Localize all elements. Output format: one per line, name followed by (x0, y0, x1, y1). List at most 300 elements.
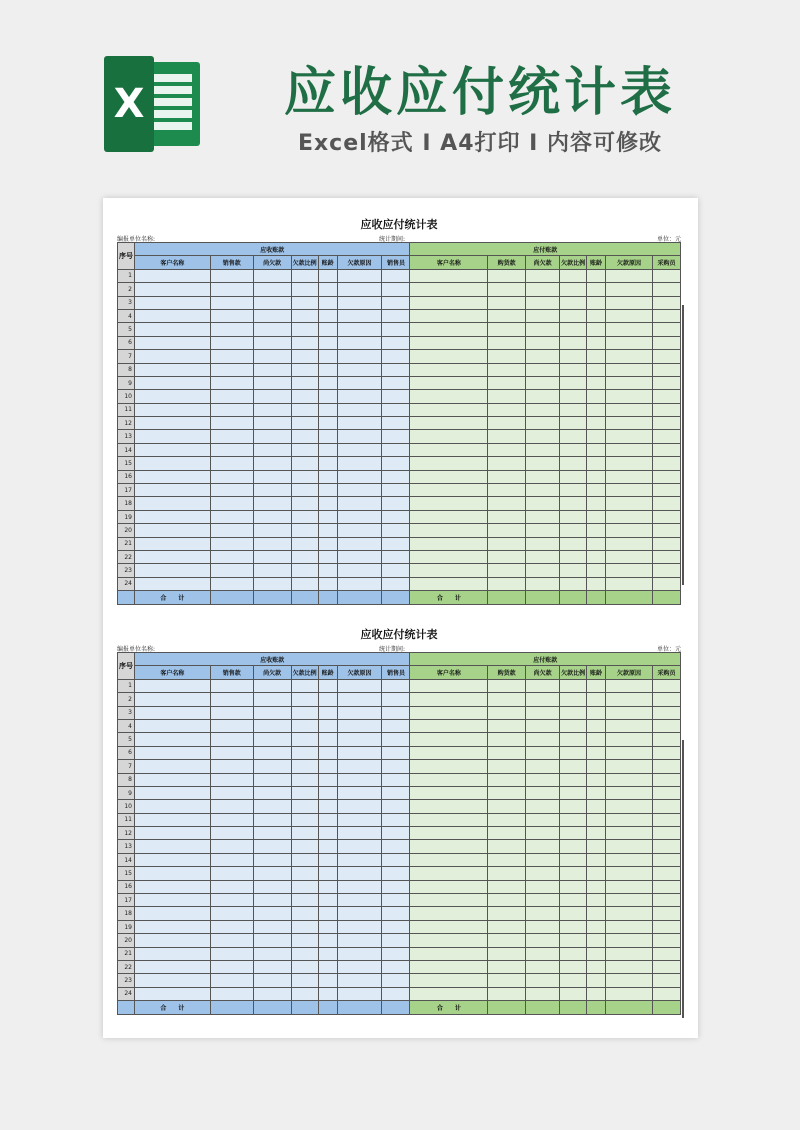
receivable-cell[interactable] (337, 390, 382, 403)
receivable-cell[interactable] (210, 363, 253, 376)
receivable-cell[interactable] (253, 457, 291, 470)
receivable-cell[interactable] (337, 880, 382, 893)
payable-cell[interactable] (526, 524, 560, 537)
payable-cell[interactable] (606, 283, 653, 296)
receivable-cell[interactable] (337, 800, 382, 813)
payable-cell[interactable] (606, 323, 653, 336)
payable-cell[interactable] (526, 336, 560, 349)
payable-cell[interactable] (410, 524, 488, 537)
receivable-cell[interactable] (210, 907, 253, 920)
payable-cell[interactable] (488, 706, 526, 719)
payable-cell[interactable] (526, 894, 560, 907)
payable-cell[interactable] (410, 786, 488, 799)
payable-column-header[interactable]: 购货款 (488, 256, 526, 269)
receivable-cell[interactable] (134, 537, 210, 550)
payable-cell[interactable] (526, 853, 560, 866)
receivable-cell[interactable] (291, 733, 318, 746)
payable-cell[interactable] (560, 746, 587, 759)
row-number[interactable]: 17 (118, 484, 135, 497)
payable-cell[interactable] (560, 934, 587, 947)
receivable-cell[interactable] (253, 880, 291, 893)
receivable-cell[interactable] (337, 719, 382, 732)
receivable-cell[interactable] (337, 484, 382, 497)
receivable-cell[interactable] (253, 309, 291, 322)
payable-cell[interactable] (587, 376, 606, 389)
receivable-cell[interactable] (210, 974, 253, 987)
receivable-cell[interactable] (210, 417, 253, 430)
payable-cell[interactable] (606, 867, 653, 880)
payable-cell[interactable] (410, 947, 488, 960)
payable-cell[interactable] (526, 577, 560, 590)
payable-cell[interactable] (606, 537, 653, 550)
payable-cell[interactable] (488, 283, 526, 296)
receivable-cell[interactable] (210, 706, 253, 719)
receivable-cell[interactable] (337, 417, 382, 430)
row-number[interactable]: 1 (118, 679, 135, 692)
payable-cell[interactable] (560, 430, 587, 443)
row-number[interactable]: 7 (118, 350, 135, 363)
payable-cell[interactable] (606, 443, 653, 456)
receivable-cell[interactable] (253, 550, 291, 563)
payable-cell[interactable] (652, 867, 680, 880)
receivable-cell[interactable] (291, 417, 318, 430)
receivable-cell[interactable] (291, 987, 318, 1000)
payable-cell[interactable] (606, 550, 653, 563)
receivable-cell[interactable] (318, 537, 337, 550)
payable-cell[interactable] (560, 880, 587, 893)
receivable-cell[interactable] (318, 934, 337, 947)
receivable-column-header[interactable]: 销售款 (210, 666, 253, 679)
receivable-cell[interactable] (291, 840, 318, 853)
receivable-cell[interactable] (318, 550, 337, 563)
receivable-cell[interactable] (210, 524, 253, 537)
receivable-cell[interactable] (291, 283, 318, 296)
payable-cell[interactable] (526, 390, 560, 403)
payable-cell[interactable] (587, 417, 606, 430)
payable-cell[interactable] (526, 867, 560, 880)
payable-cell[interactable] (488, 827, 526, 840)
receivable-cell[interactable] (337, 564, 382, 577)
receivable-cell[interactable] (134, 880, 210, 893)
payable-cell[interactable] (526, 403, 560, 416)
receivable-cell[interactable] (253, 497, 291, 510)
scrollbar[interactable] (682, 305, 684, 585)
receivable-cell[interactable] (253, 827, 291, 840)
receivable-cell[interactable] (134, 564, 210, 577)
receivable-cell[interactable] (382, 907, 410, 920)
receivable-cell[interactable] (134, 693, 210, 706)
receivable-cell[interactable] (318, 693, 337, 706)
payable-cell[interactable] (587, 934, 606, 947)
receivable-total-label[interactable]: 合 计 (134, 591, 210, 604)
receivable-cell[interactable] (253, 283, 291, 296)
payable-cell[interactable] (652, 363, 680, 376)
payable-cell[interactable] (606, 947, 653, 960)
receivable-cell[interactable] (291, 470, 318, 483)
payable-cell[interactable] (606, 760, 653, 773)
payable-cell[interactable] (587, 974, 606, 987)
payable-cell[interactable] (652, 880, 680, 893)
payable-cell[interactable] (410, 974, 488, 987)
payable-cell[interactable] (526, 679, 560, 692)
payable-cell[interactable] (652, 524, 680, 537)
payable-total-cell[interactable] (587, 591, 606, 604)
payable-group-header[interactable]: 应付账款 (410, 243, 681, 256)
receivable-cell[interactable] (291, 376, 318, 389)
payable-cell[interactable] (587, 987, 606, 1000)
payable-cell[interactable] (652, 443, 680, 456)
receivable-cell[interactable] (318, 840, 337, 853)
receivable-cell[interactable] (253, 577, 291, 590)
receivable-cell[interactable] (318, 510, 337, 523)
receivable-cell[interactable] (382, 679, 410, 692)
receivable-cell[interactable] (210, 853, 253, 866)
receivable-cell[interactable] (134, 363, 210, 376)
payable-cell[interactable] (526, 706, 560, 719)
payable-cell[interactable] (652, 309, 680, 322)
receivable-cell[interactable] (253, 296, 291, 309)
receivable-cell[interactable] (253, 336, 291, 349)
payable-cell[interactable] (488, 934, 526, 947)
receivable-total-cell[interactable] (291, 1001, 318, 1014)
receivable-cell[interactable] (210, 350, 253, 363)
row-number[interactable]: 5 (118, 733, 135, 746)
receivable-cell[interactable] (291, 880, 318, 893)
receivable-cell[interactable] (253, 746, 291, 759)
payable-cell[interactable] (488, 907, 526, 920)
receivable-cell[interactable] (253, 813, 291, 826)
payable-cell[interactable] (587, 457, 606, 470)
row-number[interactable]: 21 (118, 947, 135, 960)
payable-cell[interactable] (410, 840, 488, 853)
payable-cell[interactable] (560, 733, 587, 746)
receivable-cell[interactable] (134, 577, 210, 590)
payable-cell[interactable] (587, 880, 606, 893)
receivable-cell[interactable] (291, 693, 318, 706)
row-number[interactable]: 6 (118, 336, 135, 349)
receivable-cell[interactable] (134, 283, 210, 296)
receivable-cell[interactable] (337, 403, 382, 416)
receivable-cell[interactable] (337, 786, 382, 799)
payable-cell[interactable] (606, 484, 653, 497)
payable-cell[interactable] (606, 920, 653, 933)
receivable-cell[interactable] (253, 773, 291, 786)
payable-cell[interactable] (526, 746, 560, 759)
payable-cell[interactable] (488, 550, 526, 563)
payable-cell[interactable] (560, 800, 587, 813)
row-number[interactable]: 5 (118, 323, 135, 336)
receivable-cell[interactable] (291, 497, 318, 510)
receivable-cell[interactable] (382, 760, 410, 773)
receivable-cell[interactable] (210, 894, 253, 907)
payable-column-header[interactable]: 欠款原因 (606, 666, 653, 679)
receivable-cell[interactable] (134, 390, 210, 403)
row-number[interactable]: 19 (118, 510, 135, 523)
payable-cell[interactable] (652, 813, 680, 826)
payable-column-header[interactable]: 采购员 (652, 256, 680, 269)
payable-cell[interactable] (488, 443, 526, 456)
payable-cell[interactable] (410, 376, 488, 389)
receivable-cell[interactable] (337, 773, 382, 786)
receivable-cell[interactable] (382, 867, 410, 880)
payable-cell[interactable] (587, 269, 606, 282)
receivable-cell[interactable] (382, 987, 410, 1000)
payable-cell[interactable] (526, 719, 560, 732)
receivable-cell[interactable] (253, 679, 291, 692)
receivable-cell[interactable] (134, 813, 210, 826)
receivable-cell[interactable] (337, 867, 382, 880)
payable-cell[interactable] (488, 430, 526, 443)
row-number[interactable]: 4 (118, 309, 135, 322)
receivable-cell[interactable] (382, 296, 410, 309)
receivable-cell[interactable] (253, 733, 291, 746)
payable-cell[interactable] (488, 269, 526, 282)
receivable-cell[interactable] (134, 679, 210, 692)
receivable-cell[interactable] (337, 296, 382, 309)
receivable-cell[interactable] (210, 443, 253, 456)
payable-cell[interactable] (652, 853, 680, 866)
payable-cell[interactable] (560, 484, 587, 497)
payable-cell[interactable] (488, 693, 526, 706)
receivable-cell[interactable] (382, 706, 410, 719)
payable-cell[interactable] (652, 283, 680, 296)
payable-cell[interactable] (488, 484, 526, 497)
receivable-column-header[interactable]: 欠款原因 (337, 666, 382, 679)
payable-cell[interactable] (606, 679, 653, 692)
receivable-cell[interactable] (337, 920, 382, 933)
payable-column-header[interactable]: 购货款 (488, 666, 526, 679)
payable-column-header[interactable]: 欠款原因 (606, 256, 653, 269)
receivable-cell[interactable] (134, 376, 210, 389)
receivable-cell[interactable] (253, 484, 291, 497)
payable-cell[interactable] (652, 800, 680, 813)
payable-cell[interactable] (526, 564, 560, 577)
receivable-cell[interactable] (318, 760, 337, 773)
payable-cell[interactable] (526, 283, 560, 296)
receivable-total-cell[interactable] (253, 1001, 291, 1014)
payable-cell[interactable] (410, 867, 488, 880)
receivable-cell[interactable] (337, 269, 382, 282)
receivable-cell[interactable] (253, 430, 291, 443)
payable-cell[interactable] (606, 987, 653, 1000)
receivable-cell[interactable] (382, 840, 410, 853)
receivable-cell[interactable] (134, 417, 210, 430)
payable-cell[interactable] (606, 296, 653, 309)
receivable-cell[interactable] (318, 786, 337, 799)
payable-cell[interactable] (652, 947, 680, 960)
receivable-cell[interactable] (382, 786, 410, 799)
payable-cell[interactable] (560, 577, 587, 590)
payable-cell[interactable] (652, 577, 680, 590)
receivable-cell[interactable] (210, 719, 253, 732)
payable-cell[interactable] (560, 470, 587, 483)
payable-cell[interactable] (410, 296, 488, 309)
row-number[interactable]: 3 (118, 706, 135, 719)
receivable-cell[interactable] (382, 470, 410, 483)
receivable-cell[interactable] (382, 537, 410, 550)
receivable-cell[interactable] (318, 853, 337, 866)
payable-cell[interactable] (587, 390, 606, 403)
receivable-cell[interactable] (382, 376, 410, 389)
receivable-cell[interactable] (253, 350, 291, 363)
payable-cell[interactable] (652, 510, 680, 523)
receivable-cell[interactable] (253, 934, 291, 947)
receivable-cell[interactable] (337, 363, 382, 376)
receivable-cell[interactable] (210, 296, 253, 309)
receivable-cell[interactable] (134, 974, 210, 987)
payable-total-label[interactable]: 合 计 (410, 591, 488, 604)
payable-cell[interactable] (606, 907, 653, 920)
payable-cell[interactable] (526, 733, 560, 746)
receivable-cell[interactable] (337, 336, 382, 349)
receivable-cell[interactable] (253, 920, 291, 933)
receivable-cell[interactable] (382, 323, 410, 336)
payable-cell[interactable] (652, 960, 680, 973)
row-number[interactable]: 23 (118, 974, 135, 987)
row-number[interactable]: 11 (118, 403, 135, 416)
payable-cell[interactable] (587, 947, 606, 960)
receivable-cell[interactable] (382, 484, 410, 497)
total-seq-cell[interactable] (118, 1001, 135, 1014)
receivable-cell[interactable] (134, 719, 210, 732)
receivable-cell[interactable] (382, 947, 410, 960)
payable-cell[interactable] (410, 920, 488, 933)
receivable-cell[interactable] (318, 417, 337, 430)
receivable-cell[interactable] (253, 510, 291, 523)
payable-cell[interactable] (410, 269, 488, 282)
payable-cell[interactable] (560, 840, 587, 853)
receivable-cell[interactable] (210, 497, 253, 510)
receivable-cell[interactable] (253, 537, 291, 550)
payable-column-header[interactable]: 客户名称 (410, 666, 488, 679)
payable-cell[interactable] (410, 987, 488, 1000)
payable-cell[interactable] (410, 934, 488, 947)
receivable-cell[interactable] (253, 840, 291, 853)
receivable-cell[interactable] (134, 987, 210, 1000)
payable-cell[interactable] (560, 309, 587, 322)
payable-cell[interactable] (560, 827, 587, 840)
row-number[interactable]: 12 (118, 827, 135, 840)
payable-cell[interactable] (560, 974, 587, 987)
payable-cell[interactable] (410, 457, 488, 470)
payable-cell[interactable] (560, 706, 587, 719)
receivable-cell[interactable] (318, 947, 337, 960)
receivable-cell[interactable] (318, 894, 337, 907)
payable-cell[interactable] (410, 679, 488, 692)
receivable-cell[interactable] (382, 497, 410, 510)
row-number[interactable]: 24 (118, 577, 135, 590)
payable-cell[interactable] (410, 470, 488, 483)
payable-cell[interactable] (488, 960, 526, 973)
payable-cell[interactable] (410, 283, 488, 296)
receivable-cell[interactable] (318, 484, 337, 497)
receivable-cell[interactable] (253, 853, 291, 866)
payable-cell[interactable] (488, 719, 526, 732)
receivable-cell[interactable] (291, 577, 318, 590)
receivable-cell[interactable] (318, 403, 337, 416)
receivable-cell[interactable] (382, 336, 410, 349)
receivable-cell[interactable] (253, 564, 291, 577)
receivable-cell[interactable] (337, 827, 382, 840)
payable-cell[interactable] (587, 706, 606, 719)
receivable-cell[interactable] (382, 417, 410, 430)
payable-cell[interactable] (488, 867, 526, 880)
receivable-cell[interactable] (210, 336, 253, 349)
receivable-column-header[interactable]: 欠款原因 (337, 256, 382, 269)
payable-cell[interactable] (652, 773, 680, 786)
payable-cell[interactable] (526, 363, 560, 376)
payable-total-cell[interactable] (560, 1001, 587, 1014)
payable-cell[interactable] (652, 390, 680, 403)
receivable-cell[interactable] (291, 269, 318, 282)
payable-cell[interactable] (652, 920, 680, 933)
receivable-cell[interactable] (210, 564, 253, 577)
receivable-cell[interactable] (337, 813, 382, 826)
payable-cell[interactable] (526, 907, 560, 920)
receivable-cell[interactable] (291, 550, 318, 563)
payable-cell[interactable] (488, 296, 526, 309)
payable-cell[interactable] (560, 269, 587, 282)
receivable-cell[interactable] (318, 296, 337, 309)
payable-cell[interactable] (560, 376, 587, 389)
payable-cell[interactable] (652, 760, 680, 773)
payable-cell[interactable] (488, 786, 526, 799)
payable-cell[interactable] (652, 840, 680, 853)
receivable-total-cell[interactable] (382, 1001, 410, 1014)
receivable-cell[interactable] (210, 470, 253, 483)
receivable-cell[interactable] (291, 363, 318, 376)
receivable-cell[interactable] (134, 800, 210, 813)
payable-cell[interactable] (652, 323, 680, 336)
row-number[interactable]: 9 (118, 786, 135, 799)
payable-cell[interactable] (587, 693, 606, 706)
receivable-cell[interactable] (382, 920, 410, 933)
payable-cell[interactable] (587, 813, 606, 826)
receivable-cell[interactable] (291, 746, 318, 759)
payable-cell[interactable] (526, 537, 560, 550)
receivable-cell[interactable] (318, 974, 337, 987)
payable-cell[interactable] (560, 813, 587, 826)
row-number[interactable]: 10 (118, 800, 135, 813)
payable-cell[interactable] (652, 350, 680, 363)
receivable-cell[interactable] (253, 376, 291, 389)
row-number[interactable]: 8 (118, 773, 135, 786)
payable-cell[interactable] (606, 309, 653, 322)
payable-cell[interactable] (652, 430, 680, 443)
payable-cell[interactable] (410, 827, 488, 840)
row-number[interactable]: 17 (118, 894, 135, 907)
receivable-cell[interactable] (382, 443, 410, 456)
receivable-cell[interactable] (134, 706, 210, 719)
payable-cell[interactable] (606, 564, 653, 577)
receivable-cell[interactable] (382, 309, 410, 322)
payable-cell[interactable] (606, 336, 653, 349)
payable-cell[interactable] (526, 974, 560, 987)
payable-cell[interactable] (488, 417, 526, 430)
receivable-cell[interactable] (382, 350, 410, 363)
payable-cell[interactable] (606, 827, 653, 840)
payable-cell[interactable] (560, 987, 587, 1000)
payable-column-header[interactable]: 尚欠款 (526, 256, 560, 269)
payable-cell[interactable] (526, 417, 560, 430)
receivable-cell[interactable] (318, 497, 337, 510)
receivable-cell[interactable] (134, 550, 210, 563)
payable-cell[interactable] (652, 537, 680, 550)
receivable-cell[interactable] (337, 760, 382, 773)
receivable-column-header[interactable]: 欠款比例 (291, 256, 318, 269)
receivable-cell[interactable] (382, 880, 410, 893)
receivable-cell[interactable] (291, 934, 318, 947)
